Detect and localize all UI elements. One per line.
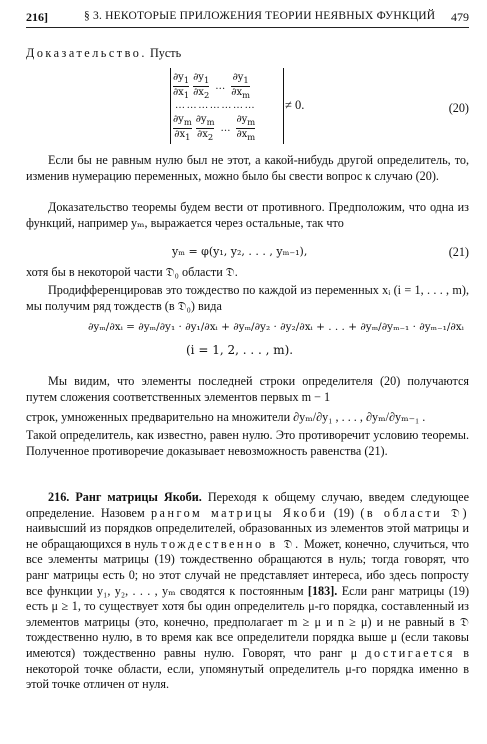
determinant-last-row: $\frac{\partial y_m}{\partial x_1}$ $\frac{\partial y_m}{\partial x_2}$ … $\frac{\partial y_m}{\partial x_m}$ <box>173 114 256 142</box>
term-in-region: (в области 𝔇) <box>360 505 470 520</box>
term-attained: достигается <box>365 645 456 660</box>
identities-range: (i = 1, 2, . . . , m). <box>186 343 294 357</box>
identities-formula: ∂yₘ/∂xᵢ = ∂yₘ/∂y₁ · ∂y₁/∂xᵢ + ∂yₘ/∂y₂ · ∂y₂/∂xᵢ + . . . + ∂yₘ/∂yₘ₋₁ · ∂yₘ₋₁/∂xᵢ <box>88 321 464 333</box>
paragraph-5-a: Мы видим, что элементы последней строки определителя (20) получаются путем сложения соответственных элементов первых m − 1 <box>26 374 469 404</box>
determinant-first-row: $\frac{\partial y_1}{\partial x_1}$ $\frac{\partial y_1}{\partial x_2}$ … $\frac{\partial y_1}{\partial x_m}$ <box>173 72 250 100</box>
section-216-text: Переходя к общему случаю, введем следующее определение. Назовем <box>26 490 469 520</box>
section-216-text: наивысший из порядков определителей, образованных из элементов этой матрицы и не обращающихся в нуль <box>26 521 469 551</box>
det-element: $\frac{\partial y_1}{\partial x_2}$ <box>193 72 210 100</box>
paragraph-3: хотя бы в некоторой части 𝔇₀ области 𝔇. <box>26 265 238 279</box>
det-element: $\frac{\partial y_m}{\partial x_m}$ <box>236 114 256 142</box>
determinant-relation: ≠ 0. <box>285 98 305 112</box>
det-element: $\frac{\partial y_m}{\partial x_1}$ <box>173 114 192 142</box>
term-rank: рангом матрицы Якоби <box>150 505 328 520</box>
running-title: § 3. НЕКОТОРЫЕ ПРИЛОЖЕНИЯ ТЕОРИИ НЕЯВНЫХ ФУНКЦИЙ <box>84 10 436 22</box>
paragraph-5-c: Такой определитель, как известно, равен нулю. Это противоречит условию теоремы. Полученное противоречие доказывает невозможность равенства (21). <box>26 428 469 458</box>
paragraph-1: Если бы не равным нулю был не этот, а какой-нибудь другой определитель, то, изменив нумерацию переменных, можно было бы свести вопрос к случаю (20). <box>26 153 469 183</box>
proof-intro <box>26 46 181 62</box>
section-216 <box>26 490 469 693</box>
section-216-text: (19) <box>333 505 355 520</box>
paragraph-4: Продифференцировав это тождество по каждой из переменных xᵢ (i = 1, . . . , m), мы получим ряд тождеств (в 𝔇₀) вида <box>26 283 469 313</box>
det-element: $\frac{\partial y_1}{\partial x_1}$ <box>173 72 190 100</box>
paragraph-2: Доказательство теоремы будем вести от противного. Предположим, что одна из функций, например yₘ, выражается через остальные, так что <box>26 200 469 230</box>
equation-number-20: (20) <box>448 101 469 115</box>
section-216-text: Может, конечно, случиться, что все элементы матрицы (19) тождественно обращаются в нуль; тогда говорят, что ранг матрицы есть 0; но этот случай не представляет интереса, ибо здесь попросту все функции y₁, y₂, . . . , yₘ сводятся к постоянным <box>26 536 470 598</box>
running-header <box>26 10 469 26</box>
header-rule <box>26 27 469 28</box>
page-number: 479 <box>451 10 469 24</box>
det-element: $\frac{\partial y_m}{\partial x_2}$ <box>195 114 215 142</box>
reference-183: [183]. <box>307 583 338 598</box>
proof-label-after: Пусть <box>149 46 182 60</box>
equation-21: yₘ = φ(y₁, y₂, . . . , yₘ₋₁), <box>172 245 308 258</box>
proof-label: Доказательство. <box>26 46 147 60</box>
jacobian-determinant <box>170 68 284 144</box>
determinant-dots: ………………… <box>175 100 257 111</box>
section-216-text: Если ранг матрицы (19) есть μ ≥ 1, то существует хотя бы один определитель μ-го порядка, составленный из элементов матрицы (это, конечно, предполагает m ≥ μ и n ≥ μ) и не равный в 𝔇 тождественно нулю, в то время как все определители порядка выше μ (если таковы имеются) тождественно равны нулю. Говорят, что ранг μ <box>26 583 470 660</box>
section-216-text: в некоторой точке области, если, упомянутый определитель μ-го порядка именно в этой точке отличен от нуля. <box>26 645 470 692</box>
paragraph-5-b: строк, умноженных предварительно на множители ∂yₘ/∂y₁ , . . . , ∂yₘ/∂yₘ₋₁ . <box>26 410 426 424</box>
section-number: 216] <box>26 10 48 24</box>
section-216-heading: 216. Ранг матрицы Якоби. <box>48 490 202 504</box>
equation-number-21: (21) <box>448 245 469 259</box>
det-element: $\frac{\partial y_1}{\partial x_m}$ <box>231 72 250 100</box>
term-identically: тождественно в 𝔇. <box>161 536 301 551</box>
